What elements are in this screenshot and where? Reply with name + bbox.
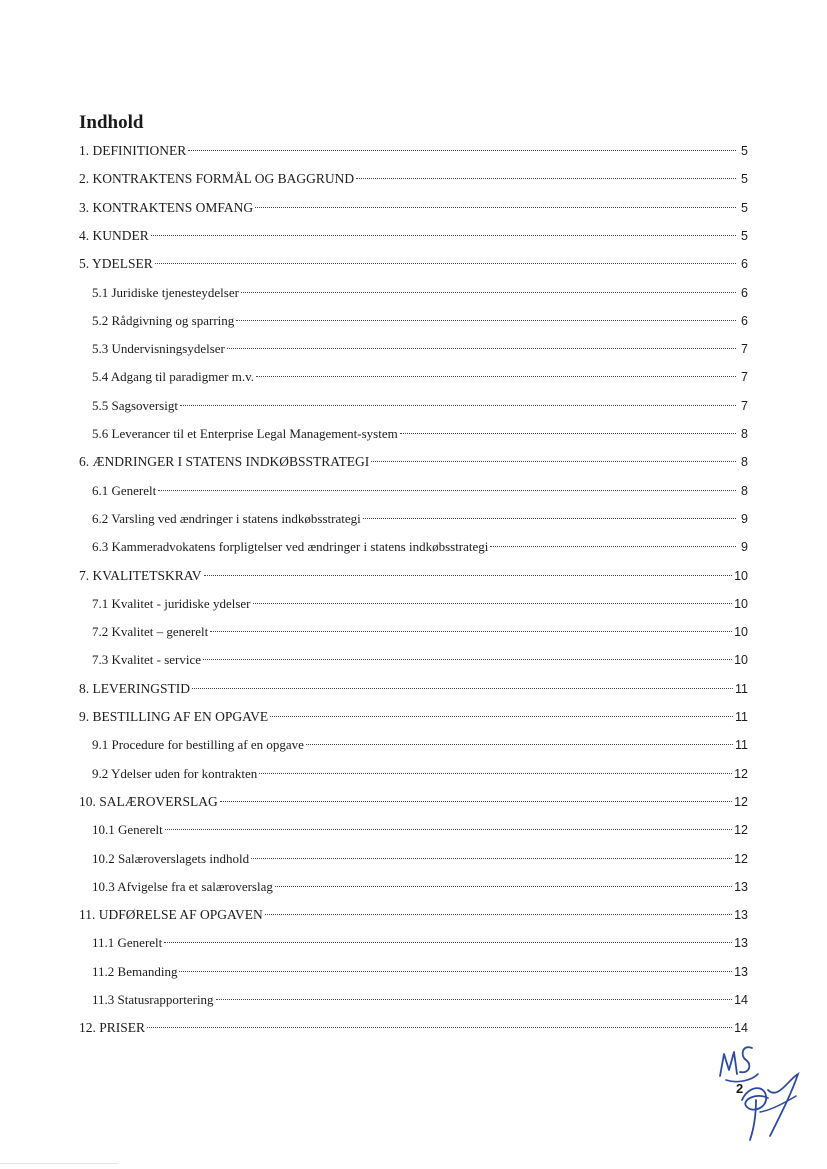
toc-entry[interactable]: [79, 198, 748, 218]
toc-dot-leader: [179, 971, 732, 972]
toc-entry[interactable]: [92, 962, 748, 982]
toc-dot-leader: [255, 207, 736, 208]
toc-entry-label: 6.3 Kammeradvokatens forpligtelser ved ændringer i statens indkøbsstrategi: [92, 539, 489, 555]
toc-dot-leader: [356, 178, 736, 179]
toc-entry-page: 5: [741, 200, 748, 215]
toc-entry-label: 6.1 Generelt: [92, 482, 157, 498]
toc-entry-label: 9.1 Procedure for bestilling af en opgave: [92, 737, 304, 753]
toc-entry-label: 10.2 Salæroverslagets indhold: [92, 850, 250, 866]
toc-entry-page: 14: [734, 993, 748, 1007]
toc-dot-leader: [253, 603, 733, 604]
toc-dot-leader: [259, 773, 732, 774]
toc-entry-label: 5.5 Sagsoversigt: [92, 397, 178, 413]
toc-entry[interactable]: [79, 452, 748, 472]
toc-dot-leader: [180, 405, 736, 406]
toc-entry-page: 12: [734, 851, 748, 866]
toc-entry-page: 5: [741, 144, 748, 158]
toc-entry-page: 13: [734, 908, 748, 923]
toc-entry-page: 14: [734, 1021, 748, 1036]
toc-entry-page: 8: [741, 483, 748, 498]
toc-entry-page: 6: [741, 313, 748, 328]
toc-dot-leader: [256, 376, 736, 377]
toc-entry[interactable]: [79, 169, 748, 189]
toc-entry[interactable]: [92, 877, 748, 897]
toc-dot-leader: [236, 320, 736, 321]
toc-entry[interactable]: [79, 254, 748, 274]
toc-entry[interactable]: [92, 764, 748, 784]
toc-entry[interactable]: [79, 141, 748, 161]
toc-entry[interactable]: [92, 339, 748, 359]
toc-entry[interactable]: [79, 905, 748, 925]
toc-entry[interactable]: [92, 820, 748, 840]
toc-entry[interactable]: [92, 509, 748, 529]
toc-entry[interactable]: [79, 566, 748, 586]
toc-heading: Indhold: [79, 112, 144, 133]
toc-dot-leader: [155, 263, 736, 264]
toc-entry-label: 7. KVALITETSKRAV: [79, 567, 202, 583]
toc-dot-leader: [192, 688, 733, 689]
toc-entry-page: 11: [735, 710, 748, 724]
toc-entry-page: 6: [741, 257, 748, 272]
toc-entry-label: 10.1 Generelt: [92, 822, 163, 838]
toc-dot-leader: [210, 631, 732, 632]
toc-entry-label: 11. UDFØRELSE AF OPGAVEN: [79, 907, 263, 923]
toc-entry[interactable]: [92, 396, 748, 416]
toc-entry-page: 9: [741, 511, 748, 526]
toc-entry-page: 8: [741, 455, 748, 470]
toc-dot-leader: [306, 744, 733, 745]
toc-entry-page: 10: [734, 625, 748, 640]
toc-entry-page: 10: [734, 596, 748, 611]
toc-entry[interactable]: [79, 1018, 748, 1038]
toc-entry-label: 5.6 Leverancer til et Enterprise Legal Management-system: [92, 426, 398, 441]
toc-entry-page: 7: [741, 342, 748, 357]
toc-dot-leader: [490, 546, 736, 547]
toc-entry-page: 7: [741, 398, 748, 413]
toc-entry-page: 11: [735, 738, 748, 753]
toc-entry-label: 5.4 Adgang til paradigmer m.v.: [92, 369, 254, 385]
toc-entry[interactable]: [79, 792, 748, 812]
toc-entry[interactable]: [79, 226, 748, 246]
toc-entry-label: 5. YDELSER: [79, 256, 153, 272]
toc-dot-leader: [400, 433, 736, 434]
toc-entry[interactable]: [92, 537, 748, 557]
toc-entry-label: 11.3 Statusrapportering: [92, 992, 214, 1007]
footer-rule: [0, 1163, 118, 1164]
toc-dot-leader: [158, 490, 736, 491]
toc-dot-leader: [363, 518, 736, 519]
toc-entry-label: 2. KONTRAKTENS FORMÅL OG BAGGRUND: [79, 171, 355, 187]
toc-entry-page: 5: [741, 172, 748, 187]
toc-entry[interactable]: [92, 849, 748, 869]
toc-entry-page: 6: [741, 285, 748, 300]
toc-entry-label: 5.2 Rådgivning og sparring: [92, 312, 235, 328]
toc-entry-label: 9.2 Ydelser uden for kontrakten: [92, 765, 258, 781]
toc-entry-label: 1. DEFINITIONER: [79, 143, 187, 158]
toc-dot-leader: [203, 659, 732, 660]
toc-dot-leader: [204, 575, 733, 576]
toc-entry[interactable]: [92, 990, 748, 1010]
toc-entry-label: 10.3 Afvigelse fra et salæroverslag: [92, 878, 273, 894]
toc-entry-page: 5: [741, 228, 748, 243]
toc-dot-leader: [227, 348, 736, 349]
toc-dot-leader: [220, 801, 732, 802]
toc-entry[interactable]: [92, 735, 748, 755]
toc-entry-label: 11.1 Generelt: [92, 935, 163, 951]
toc-entry-page: 12: [734, 794, 748, 809]
page-number: 2: [736, 1081, 744, 1096]
toc-entry[interactable]: [79, 707, 748, 727]
toc-entry-label: 5.3 Undervisningsydelser: [92, 341, 225, 357]
toc-entry-label: 9. BESTILLING AF EN OPGAVE: [79, 709, 269, 724]
toc-entry-label: 6. ÆNDRINGER I STATENS INDKØBSSTRATEGI: [79, 454, 370, 470]
toc-dot-leader: [371, 461, 736, 462]
toc-entry[interactable]: [92, 933, 748, 953]
toc-entry[interactable]: [92, 424, 748, 444]
toc-entry-page: 11: [735, 681, 748, 696]
toc-entry-label: 12. PRISER: [79, 1020, 146, 1036]
toc-dot-leader: [275, 886, 732, 887]
toc-entry[interactable]: [92, 594, 748, 614]
toc-dot-leader: [216, 999, 733, 1000]
toc-entry-page: 12: [734, 823, 748, 838]
toc-entry-page: 10: [734, 568, 748, 583]
toc-entry[interactable]: [92, 283, 748, 303]
toc-entry-label: 3. KONTRAKTENS OMFANG: [79, 199, 254, 215]
toc-entry[interactable]: [92, 650, 748, 670]
toc-entry-page: 10: [734, 653, 748, 668]
toc-dot-leader: [165, 829, 732, 830]
toc-entry[interactable]: [92, 367, 748, 387]
toc-entry-label: 10. SALÆROVERSLAG: [79, 793, 218, 809]
toc-entry-label: 7.1 Kvalitet - juridiske ydelser: [92, 595, 251, 611]
toc-entry[interactable]: [92, 311, 748, 331]
toc-dot-leader: [151, 235, 736, 236]
toc-dot-leader: [265, 914, 732, 915]
toc-entry-page: 8: [741, 427, 748, 441]
toc-entry[interactable]: [79, 679, 748, 699]
toc-entry-label: 7.2 Kvalitet – generelt: [92, 624, 209, 640]
toc-entry-page: 13: [734, 879, 748, 894]
toc-entry-page: 7: [741, 370, 748, 385]
toc-entry-label: 5.1 Juridiske tjenesteydelser: [92, 284, 239, 300]
toc-dot-leader: [270, 716, 733, 717]
toc-entry[interactable]: [92, 622, 748, 642]
toc-entry-page: 13: [734, 964, 748, 979]
toc-entry-label: 6.2 Varsling ved ændringer i statens indkøbsstrategi: [92, 510, 361, 526]
toc-dot-leader: [251, 858, 732, 859]
toc-entry-label: 11.2 Bemanding: [92, 963, 178, 979]
toc-entry-page: 9: [741, 540, 748, 555]
toc-entry-label: 4. KUNDER: [79, 227, 149, 243]
toc-dot-leader: [164, 942, 732, 943]
toc-entry-page: 12: [734, 766, 748, 781]
toc-dot-leader: [147, 1027, 732, 1028]
toc-entry-label: 8. LEVERINGSTID: [79, 680, 190, 696]
toc-entry-page: 13: [734, 936, 748, 951]
handwritten-initials-signature: [712, 1040, 812, 1145]
toc-dot-leader: [188, 150, 736, 151]
toc-entry[interactable]: [92, 481, 748, 501]
toc-entry-label: 7.3 Kvalitet - service: [92, 652, 202, 668]
toc-dot-leader: [241, 292, 736, 293]
